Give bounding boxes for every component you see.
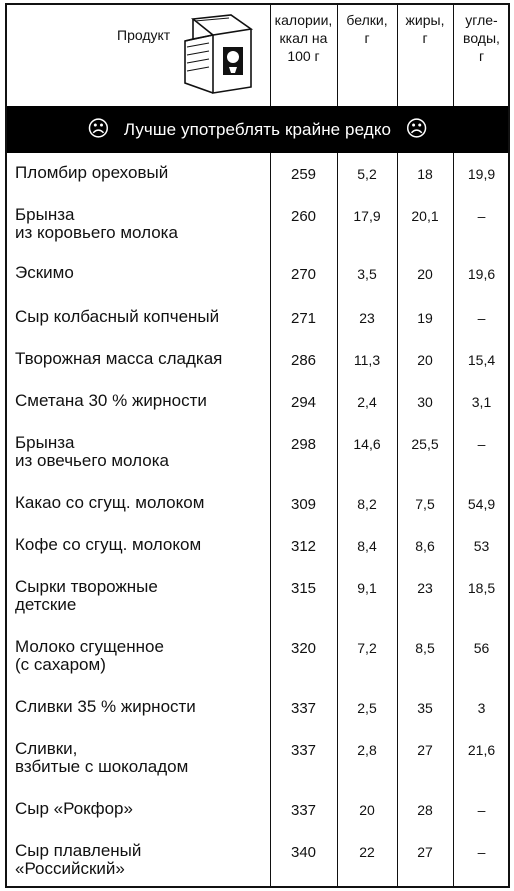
carbs-value: – [477, 436, 486, 452]
protein-value: 7,2 [357, 640, 377, 656]
protein-value: 17,9 [353, 208, 381, 224]
carbs-value: – [477, 802, 486, 818]
calories-value: 298 [290, 436, 317, 453]
fat-value: 28 [417, 802, 433, 818]
calories-value: 259 [290, 166, 317, 183]
product-name: Сливки 35 % жирности [15, 697, 196, 716]
fat-value: 23 [417, 580, 433, 596]
product-name: Молоко сгущенное (с сахаром) [15, 637, 164, 674]
calories-value: 315 [290, 580, 317, 597]
fat-value: 20 [417, 352, 433, 368]
carbs-value: – [477, 844, 486, 860]
header-calories: калории, ккал на 100 г [274, 12, 333, 64]
carbs-value: 19,9 [467, 166, 496, 182]
protein-value: 5,2 [357, 166, 377, 182]
carbs-value: 21,6 [467, 742, 496, 758]
sad-face-icon: ☹ [86, 117, 110, 142]
protein-value: 8,4 [357, 538, 377, 554]
fat-value: 19 [417, 310, 433, 326]
carbs-value: 54,9 [467, 496, 496, 512]
header-carbs: угле- воды, г [463, 12, 500, 64]
fat-value: 30 [417, 394, 433, 410]
protein-value: 2,8 [357, 742, 377, 758]
product-name: Какао со сгущ. молоком [15, 493, 205, 512]
fat-value: 25,5 [411, 436, 439, 452]
carbs-value: 18,5 [467, 580, 496, 596]
carbs-value: – [477, 208, 486, 224]
table-header [7, 5, 508, 106]
calories-value: 337 [290, 742, 317, 759]
carbs-value: – [477, 310, 486, 326]
header-fat: жиры, г [405, 12, 445, 46]
protein-value: 23 [359, 310, 375, 326]
protein-value: 22 [359, 844, 375, 860]
carbs-value: 3 [477, 700, 486, 716]
calories-value: 271 [290, 310, 317, 327]
fat-value: 7,5 [415, 496, 435, 512]
protein-value: 2,5 [357, 700, 377, 716]
calories-value: 337 [290, 700, 317, 717]
nutrition-table [5, 3, 510, 888]
product-name: Эскимо [15, 263, 74, 282]
fat-value: 8,6 [415, 538, 435, 554]
fat-value: 35 [417, 700, 433, 716]
calories-value: 294 [290, 394, 317, 411]
carbs-value: 56 [473, 640, 490, 656]
calories-value: 340 [290, 844, 317, 861]
fat-value: 20,1 [411, 208, 439, 224]
product-name: Творожная масса сладкая [15, 349, 223, 368]
product-name: Брынза из коровьего молока [15, 205, 178, 242]
carbs-value: 19,6 [467, 266, 496, 282]
protein-value: 9,1 [357, 580, 377, 596]
carbs-value: 15,4 [467, 352, 496, 368]
sad-face-icon: ☹ [405, 117, 429, 142]
protein-value: 14,6 [353, 436, 381, 452]
product-name: Сыр плавленый «Российский» [15, 841, 142, 878]
carbs-value: 53 [473, 538, 490, 554]
calories-value: 320 [290, 640, 317, 657]
product-name: Сметана 30 % жирности [15, 391, 207, 410]
protein-value: 8,2 [357, 496, 377, 512]
header-protein: белки, г [346, 12, 388, 46]
fat-value: 20 [417, 266, 433, 282]
fat-value: 27 [417, 844, 433, 860]
product-name: Сливки, взбитые с шоколадом [15, 739, 189, 776]
product-name: Сыр «Рокфор» [15, 799, 133, 818]
carbs-value: 3,1 [471, 394, 492, 410]
protein-value: 3,5 [357, 266, 377, 282]
product-name: Брынза из овечьего молока [15, 433, 169, 470]
calories-value: 260 [290, 208, 317, 225]
protein-value: 2,4 [357, 394, 377, 410]
protein-value: 20 [359, 802, 375, 818]
calories-value: 312 [290, 538, 317, 555]
product-name: Кофе со сгущ. молоком [15, 535, 202, 554]
product-name: Сыр колбасный копченый [15, 307, 220, 326]
calories-value: 270 [290, 266, 317, 283]
calories-value: 337 [290, 802, 317, 819]
fat-value: 18 [417, 166, 433, 182]
banner-text: Лучше употреблять крайне редко [123, 119, 392, 139]
calories-value: 309 [290, 496, 317, 513]
milk-carton-icon [179, 13, 257, 97]
fat-value: 8,5 [415, 640, 435, 656]
product-name: Сырки творожные детские [15, 577, 158, 614]
section-banner [7, 106, 508, 153]
protein-value: 11,3 [353, 352, 381, 368]
fat-value: 27 [417, 742, 433, 758]
product-name: Пломбир ореховый [15, 163, 169, 182]
header-product: Продукт [117, 27, 171, 43]
calories-value: 286 [290, 352, 317, 369]
